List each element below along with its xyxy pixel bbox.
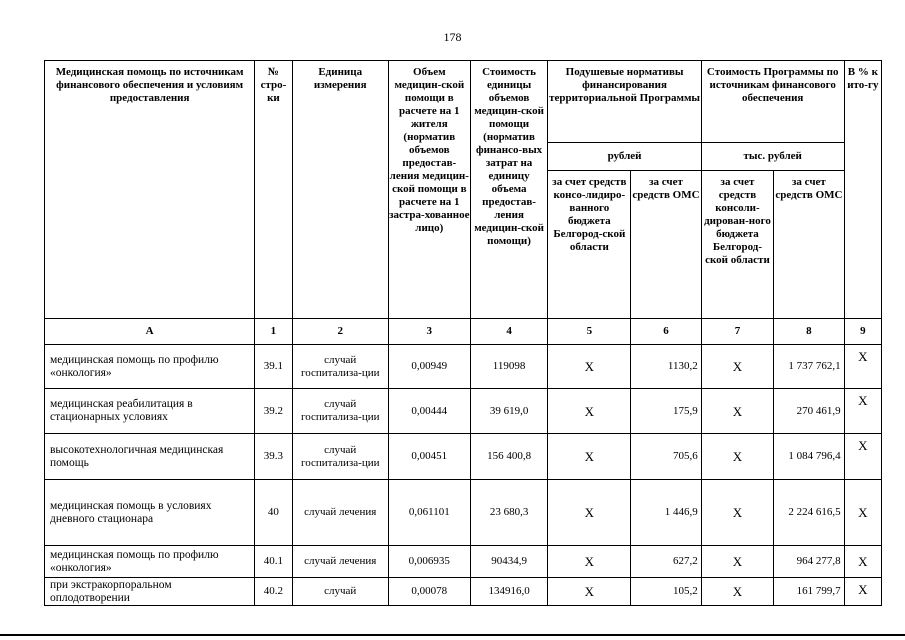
header-col-3: Объем медицин-ской помощи в расчете на 1 жителя (норматив объемов предостав-ления медицин-ской помощи в расчете на 1 застра-хованное лицо) [388, 61, 470, 319]
index-cell: 2 [292, 319, 388, 345]
page-number: 178 [443, 30, 462, 44]
row-volume: 0,00949 [388, 345, 470, 389]
index-cell: 5 [548, 319, 631, 345]
row-cost: 23 680,3 [470, 480, 548, 546]
row-volume: 0,006935 [388, 546, 470, 578]
row-c7: Х [701, 345, 774, 389]
header-col-8: за счет средств ОМС [774, 171, 844, 319]
header-col-1: № стро-ки [255, 61, 292, 319]
row-unit: случай госпитализа-ции [292, 434, 388, 480]
row-volume: 0,00451 [388, 434, 470, 480]
row-c6: 175,9 [631, 389, 701, 434]
row-c6: 105,2 [631, 578, 701, 606]
row-unit: случай лечения [292, 546, 388, 578]
row-volume: 0,00078 [388, 578, 470, 606]
row-c9: Х [844, 389, 881, 434]
header-col-a: Медицинская помощь по источникам финансового обеспечения и условиям предоставления [45, 61, 255, 319]
row-c5: Х [548, 434, 631, 480]
table-row [45, 434, 882, 480]
row-name: медицинская помощь по профилю «онкология» [45, 546, 255, 578]
row-name: высокотехнологичная медицинская помощь [45, 434, 255, 480]
index-cell: 1 [255, 319, 292, 345]
row-num: 40.1 [255, 546, 292, 578]
row-c7: Х [701, 546, 774, 578]
table-row [45, 480, 882, 546]
row-num: 39.3 [255, 434, 292, 480]
row-c9: Х [844, 434, 881, 480]
table-row [45, 389, 882, 434]
row-cost: 39 619,0 [470, 389, 548, 434]
page-bottom-border [0, 634, 905, 636]
index-cell: 9 [844, 319, 881, 345]
index-cell: 8 [774, 319, 844, 345]
row-c5: Х [548, 578, 631, 606]
index-cell: А [45, 319, 255, 345]
header-col-5: за счет средств консо-лидиро-ванного бюджета Белгород-ской области [548, 171, 631, 319]
row-num: 39.2 [255, 389, 292, 434]
row-num: 39.1 [255, 345, 292, 389]
header-col-9: В % к ито-гу [844, 61, 881, 319]
row-c9: Х [844, 345, 881, 389]
row-c9: Х [844, 578, 881, 606]
row-volume: 0,061101 [388, 480, 470, 546]
table-row [45, 578, 882, 606]
row-c8: 161 799,7 [774, 578, 844, 606]
row-c6: 705,6 [631, 434, 701, 480]
row-unit: случай госпитализа-ции [292, 345, 388, 389]
row-cost: 156 400,8 [470, 434, 548, 480]
row-cost: 90434,9 [470, 546, 548, 578]
header-col-7: за счет средств консоли-дирован-ного бюджета Белгород-ской области [701, 171, 774, 319]
header-unit-thousand: тыс. рублей [701, 143, 844, 171]
row-c5: Х [548, 389, 631, 434]
row-c6: 1 446,9 [631, 480, 701, 546]
header-col-4: Стоимость единицы объемов медицин-ской помощи (норматив финансо-вых затрат на единицу объема предостав-ления медицин-ской помощи) [470, 61, 548, 319]
row-c7: Х [701, 434, 774, 480]
row-c8: 270 461,9 [774, 389, 844, 434]
row-name: медицинская помощь в условиях дневного стационара [45, 480, 255, 546]
row-name: при экстракорпоральном оплодотворении [45, 578, 255, 606]
row-c5: Х [548, 480, 631, 546]
row-c8: 1 084 796,4 [774, 434, 844, 480]
row-c8: 2 224 616,5 [774, 480, 844, 546]
header-col-6: за счет средств ОМС [631, 171, 701, 319]
header-unit-rub: рублей [548, 143, 701, 171]
row-c6: 1130,2 [631, 345, 701, 389]
row-c5: Х [548, 345, 631, 389]
row-unit: случай лечения [292, 480, 388, 546]
header-group-cost: Стоимость Программы по источникам финансового обеспечения [701, 61, 844, 143]
index-cell: 4 [470, 319, 548, 345]
row-c7: Х [701, 480, 774, 546]
index-row [45, 319, 882, 345]
row-c8: 1 737 762,1 [774, 345, 844, 389]
financing-table [44, 60, 882, 606]
row-num: 40.2 [255, 578, 292, 606]
table-row [45, 546, 882, 578]
row-c7: Х [701, 578, 774, 606]
row-unit: случай госпитализа-ции [292, 389, 388, 434]
row-num: 40 [255, 480, 292, 546]
index-cell: 7 [701, 319, 774, 345]
header-col-2: Единица измерения [292, 61, 388, 319]
row-volume: 0,00444 [388, 389, 470, 434]
row-name: медицинская реабилитация в стационарных условиях [45, 389, 255, 434]
index-cell: 3 [388, 319, 470, 345]
table-row [45, 345, 882, 389]
row-c6: 627,2 [631, 546, 701, 578]
row-unit: случай [292, 578, 388, 606]
row-c7: Х [701, 389, 774, 434]
index-cell: 6 [631, 319, 701, 345]
row-c9: Х [844, 546, 881, 578]
header-group-norms: Подушевые нормативы финансирования территориальной Программы [548, 61, 701, 143]
row-cost: 119098 [470, 345, 548, 389]
row-cost: 134916,0 [470, 578, 548, 606]
row-c8: 964 277,8 [774, 546, 844, 578]
row-name: медицинская помощь по профилю «онкология» [45, 345, 255, 389]
row-c9: Х [844, 480, 881, 546]
row-c5: Х [548, 546, 631, 578]
